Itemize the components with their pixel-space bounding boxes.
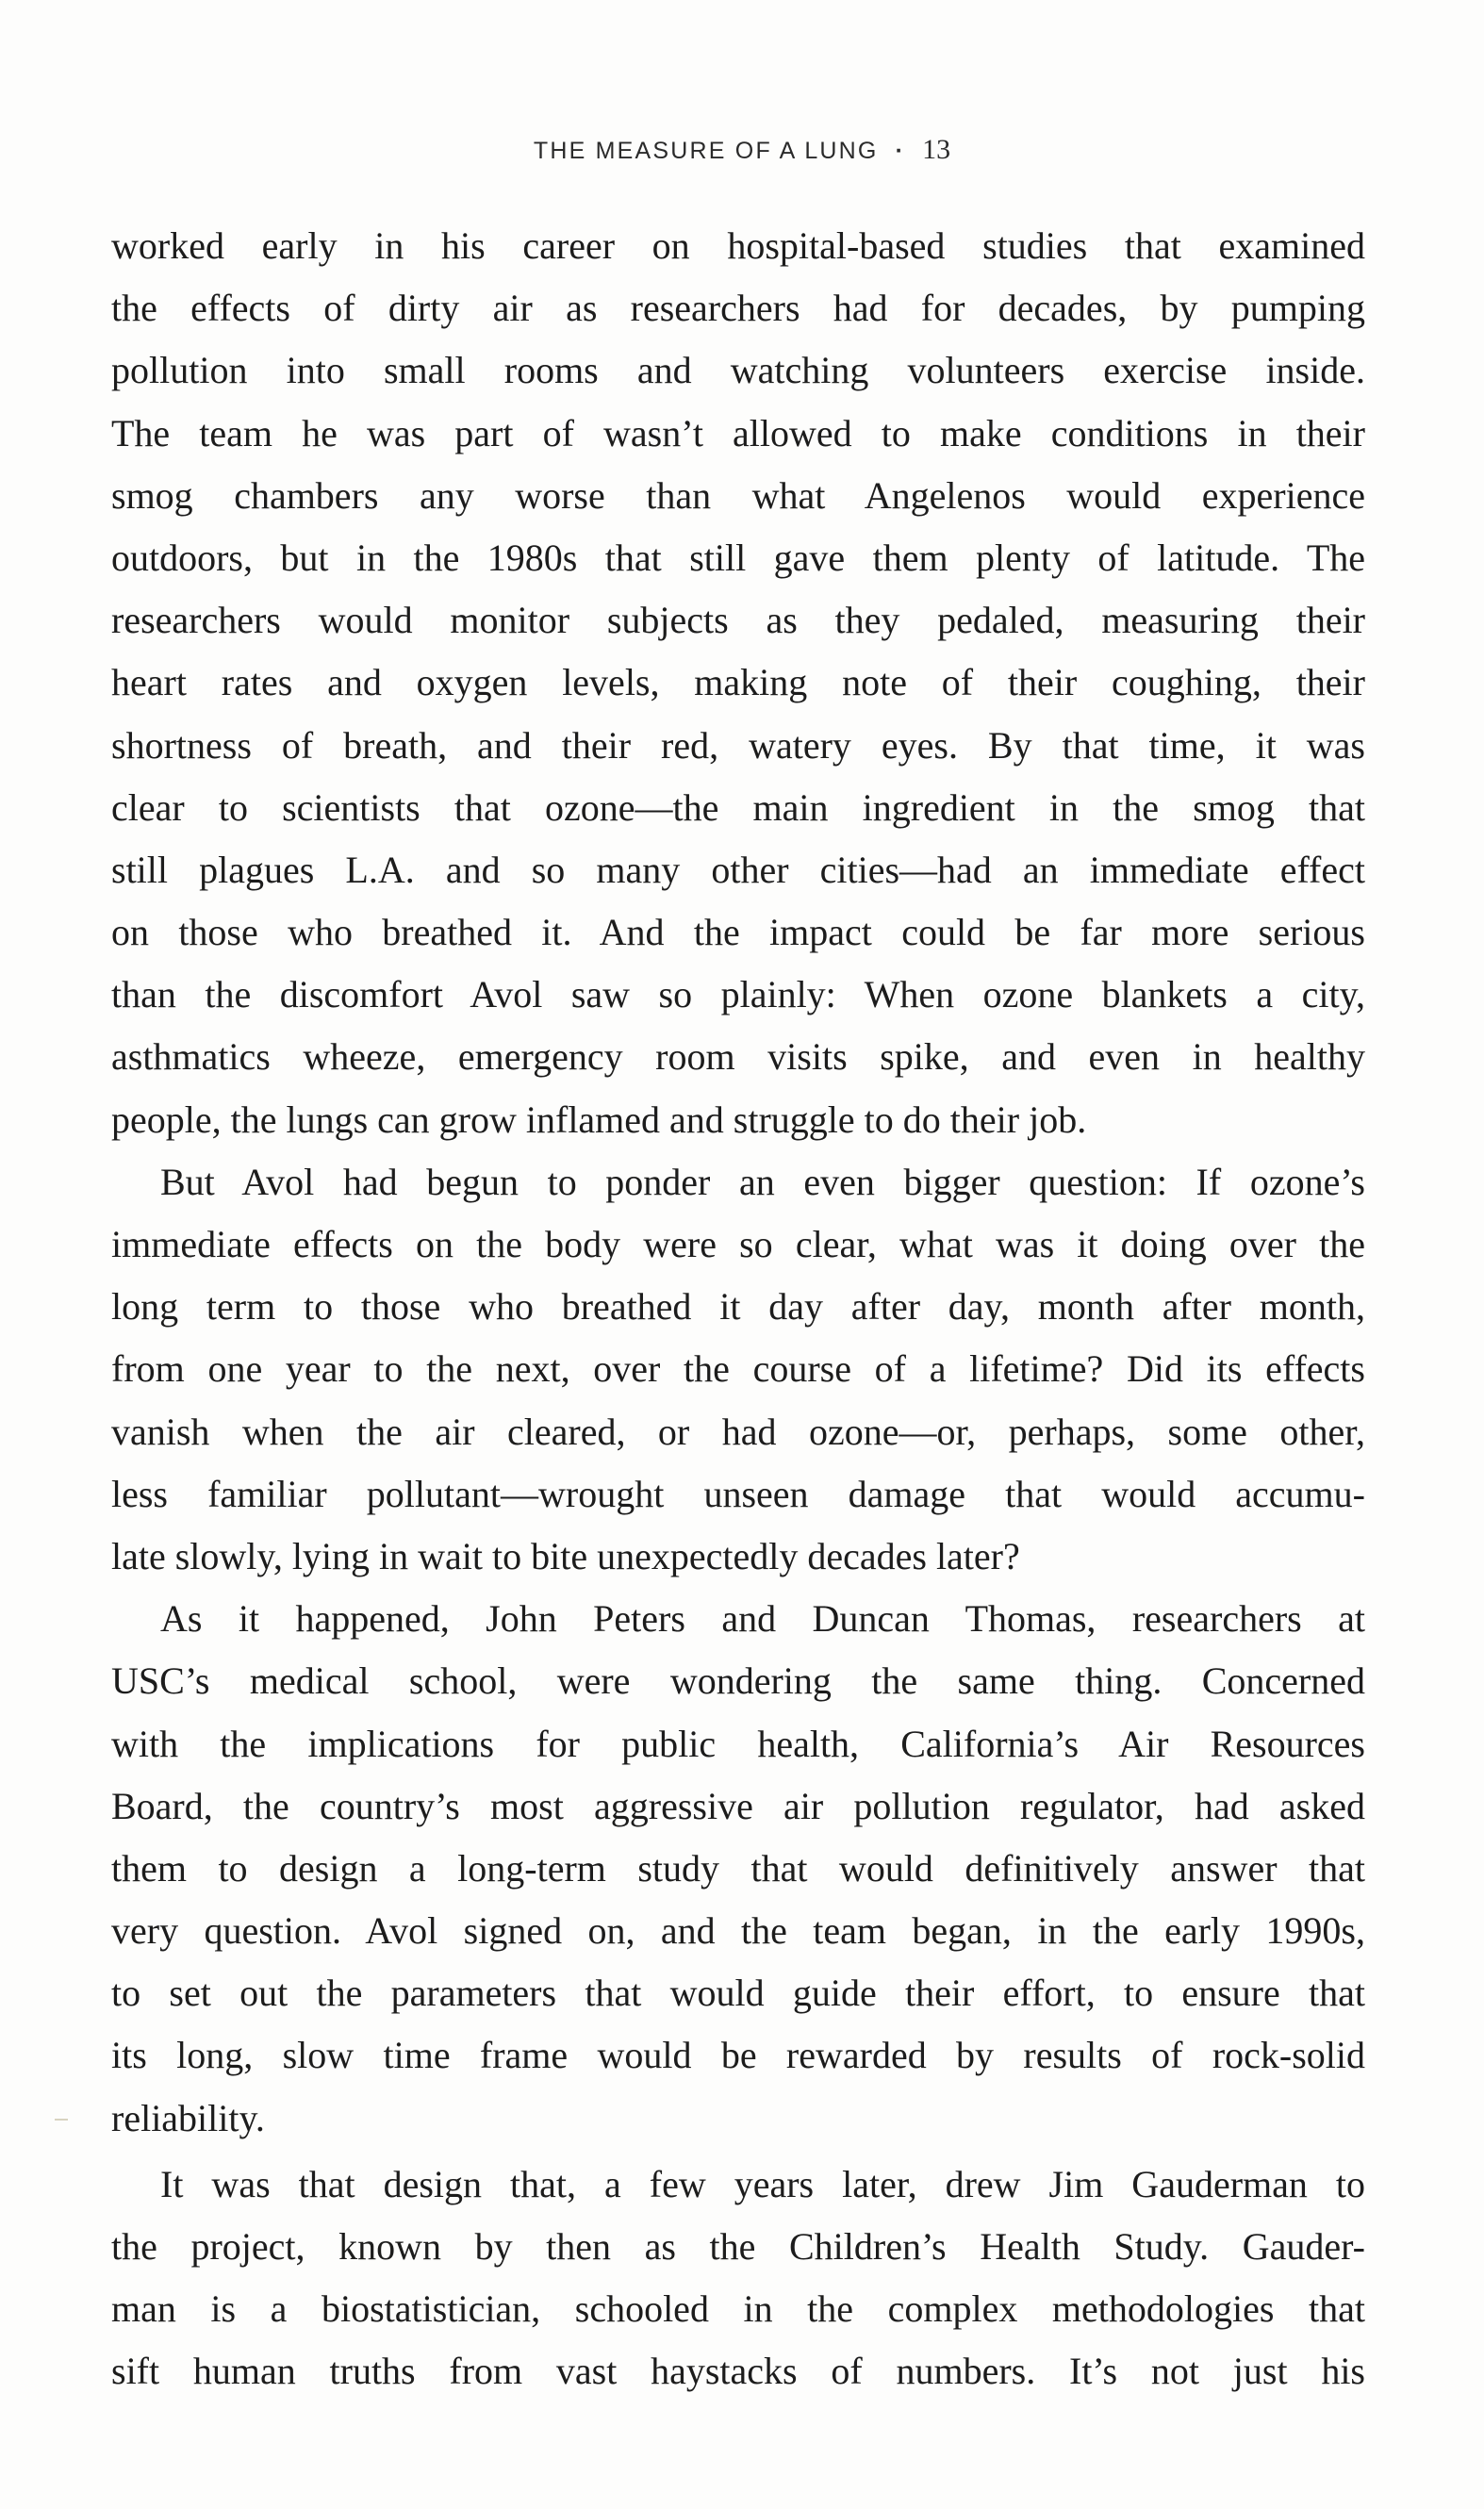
text-line: shortness of breath, and their red, watery eyes. By that time, it was [111, 723, 1365, 767]
text-line: Board, the country’s most aggressive air pollution regulator, had asked [111, 1784, 1365, 1827]
page-number: 13 [922, 134, 951, 165]
text-line: late slowly, lying in wait to bite unexpectedly decades later? [111, 1534, 1020, 1577]
text-line: As it happened, John Peters and Duncan Thomas, researchers at [160, 1597, 1365, 1641]
text-line: USC’s medical school, were wondering the same thing. Concerned [111, 1659, 1365, 1703]
text-line: heart rates and oxygen levels, making note of their coughing, their [111, 661, 1365, 704]
text-line: immediate effects on the body were so clear, what was it doing over the [111, 1223, 1365, 1265]
text-line: people, the lungs can grow inflamed and struggle to do their job. [111, 1098, 1087, 1141]
text-line: than the discomfort Avol saw so plainly: When ozone blankets a city, [111, 973, 1365, 1016]
text-line: to set out the parameters that would guide their effort, to ensure that [111, 1972, 1365, 2015]
text-line: still plagues L.A. and so many other cities—had an immediate effect [111, 848, 1365, 891]
text-line: man is a biostatistician, schooled in the complex methodologies that [111, 2287, 1365, 2331]
text-line: It was that design that, a few years later, drew Jim Gauderman to [160, 2162, 1365, 2205]
text-line: long term to those who breathed it day after day, month after month, [111, 1285, 1365, 1329]
paragraph-3 [111, 1588, 1365, 2150]
running-head-separator: · [895, 138, 906, 164]
text-line: pollution into small rooms and watching volunteers exercise inside. [111, 349, 1365, 392]
text-line: reliability. [111, 2096, 265, 2139]
paragraph-2 [111, 1151, 1365, 1588]
paragraph-1 [111, 215, 1365, 1151]
running-head-title: THE MEASURE OF A LUNG [533, 138, 879, 164]
text-line: But Avol had begun to ponder an even bigger question: If ozone’s [160, 1160, 1365, 1203]
text-line: outdoors, but in the 1980s that still gave them plenty of latitude. The [111, 536, 1365, 579]
text-line: vanish when the air cleared, or had ozone—or, perhaps, some other, [111, 1410, 1365, 1453]
margin-mark [55, 2119, 68, 2121]
text-line: the project, known by then as the Children’s Health Study. Gauder- [111, 2225, 1365, 2268]
text-line: less familiar pollutant—wrought unseen damage that would accumu- [111, 1472, 1365, 1515]
text-line: its long, slow time frame would be rewarded by results of rock-solid [111, 2034, 1365, 2077]
text-line: sift human truths from vast haystacks of numbers. It’s not just his [111, 2350, 1365, 2393]
text-line: smog chambers any worse than what Angelenos would experience [111, 473, 1365, 517]
text-line: worked early in his career on hospital-based studies that examined [111, 224, 1365, 267]
text-line: with the implications for public health, California’s Air Resources [111, 1722, 1365, 1765]
body-text [111, 215, 1365, 2403]
text-line: on those who breathed it. And the impact could be far more serious [111, 911, 1365, 954]
running-head [0, 134, 1484, 166]
text-line: very question. Avol signed on, and the team began, in the early 1990s, [111, 1909, 1365, 1953]
text-line: from one year to the next, over the course of a lifetime? Did its effects [111, 1347, 1365, 1391]
paragraph-4 [111, 2154, 1365, 2403]
text-line: the effects of dirty air as researchers had for decades, by pumping [111, 287, 1365, 330]
text-line: The team he was part of wasn’t allowed to make conditions in their [111, 411, 1365, 454]
text-line: researchers would monitor subjects as they pedaled, measuring their [111, 599, 1365, 642]
text-line: asthmatics wheeze, emergency room visits spike, and even in healthy [111, 1035, 1365, 1079]
text-line: clear to scientists that ozone—the main ingredient in the smog that [111, 785, 1365, 829]
text-line: them to design a long-term study that would definitively answer that [111, 1846, 1365, 1890]
